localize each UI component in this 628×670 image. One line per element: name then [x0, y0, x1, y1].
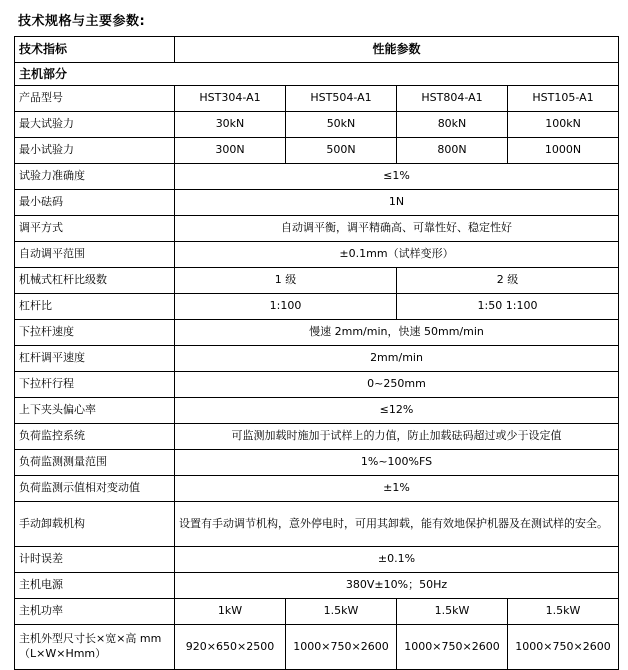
row-value: 1.5kW: [286, 599, 397, 625]
table-row: [15, 547, 619, 573]
table-row: [15, 450, 619, 476]
row-value: 设置有手动调节机构，意外停电时，可用其卸载，能有效地保护机器及在测试样的安全。: [175, 502, 619, 547]
row-value: 50kN: [286, 112, 397, 138]
row-value: ≤1%: [175, 164, 619, 190]
table-row: [15, 372, 619, 398]
row-label: 主机功率: [15, 599, 175, 625]
table-row: [15, 476, 619, 502]
row-value: 100kN: [508, 112, 619, 138]
table-row: [15, 112, 619, 138]
row-value: 80kN: [397, 112, 508, 138]
row-value: ±1%: [175, 476, 619, 502]
table-row: [15, 86, 619, 112]
row-label: 最小试验力: [15, 138, 175, 164]
specification-table: [14, 36, 619, 670]
table-row: [15, 424, 619, 450]
row-value: 1000×750×2600: [397, 625, 508, 670]
table-row: [15, 242, 619, 268]
table-header-row: [15, 37, 619, 63]
row-label: 最大试验力: [15, 112, 175, 138]
row-value: 2mm/min: [175, 346, 619, 372]
row-label: 杠杆比: [15, 294, 175, 320]
row-value: 1%~100%FS: [175, 450, 619, 476]
row-value: 1:100: [175, 294, 397, 320]
table-row: [15, 294, 619, 320]
row-value: 1.5kW: [508, 599, 619, 625]
header-cell-indicator: 技术指标: [15, 37, 175, 63]
page-title: 技术规格与主要参数:: [18, 14, 146, 29]
table-row: [15, 320, 619, 346]
table-row: [15, 599, 619, 625]
row-value: HST504-A1: [286, 86, 397, 112]
row-value: 380V±10%；50Hz: [175, 573, 619, 599]
row-label: 负荷监测测量范围: [15, 450, 175, 476]
table-row: [15, 502, 619, 547]
row-value: 1000N: [508, 138, 619, 164]
table-row: [15, 268, 619, 294]
row-label: 计时误差: [15, 547, 175, 573]
row-value: 1N: [175, 190, 619, 216]
row-value: 1kW: [175, 599, 286, 625]
row-value: 2 级: [397, 268, 619, 294]
row-value: 800N: [397, 138, 508, 164]
row-label: 上下夹头偏心率: [15, 398, 175, 424]
row-value: HST804-A1: [397, 86, 508, 112]
row-value: 可监测加载时施加于试样上的力值，防止加载砝码超过或少于设定值: [175, 424, 619, 450]
row-label: 负荷监控系统: [15, 424, 175, 450]
row-label: 主机外型尺寸长×宽×高 mm（L×W×Hmm）: [15, 625, 175, 670]
table-section-row: [15, 63, 619, 86]
row-value: ≤12%: [175, 398, 619, 424]
row-value: 1 级: [175, 268, 397, 294]
row-label: 试验力准确度: [15, 164, 175, 190]
row-value: 30kN: [175, 112, 286, 138]
row-value: 1:50 1:100: [397, 294, 619, 320]
row-value: HST105-A1: [508, 86, 619, 112]
row-value: 自动调平衡，调平精确高、可靠性好、稳定性好: [175, 216, 619, 242]
header-cell-performance: 性能参数: [175, 37, 619, 63]
table-row: [15, 573, 619, 599]
table-row: [15, 216, 619, 242]
row-value: 1.5kW: [397, 599, 508, 625]
table-row: [15, 346, 619, 372]
table-row: [15, 398, 619, 424]
row-value: ±0.1mm（试样变形）: [175, 242, 619, 268]
row-value: HST304-A1: [175, 86, 286, 112]
row-label: 调平方式: [15, 216, 175, 242]
row-label: 产品型号: [15, 86, 175, 112]
table-row: [15, 138, 619, 164]
row-label: 自动调平范围: [15, 242, 175, 268]
row-value: 慢速 2mm/min，快速 50mm/min: [175, 320, 619, 346]
row-label: 手动卸载机构: [15, 502, 175, 547]
row-value: 300N: [175, 138, 286, 164]
row-label: 主机电源: [15, 573, 175, 599]
row-value: 0~250mm: [175, 372, 619, 398]
row-label: 杠杆调平速度: [15, 346, 175, 372]
row-value: 500N: [286, 138, 397, 164]
table-row: [15, 625, 619, 670]
row-label: 下拉杆速度: [15, 320, 175, 346]
row-label: 负荷监测示值相对变动值: [15, 476, 175, 502]
row-label: 机械式杠杆比级数: [15, 268, 175, 294]
section-label-main-unit: 主机部分: [15, 63, 619, 86]
row-value: ±0.1%: [175, 547, 619, 573]
table-row: [15, 190, 619, 216]
row-label: 下拉杆行程: [15, 372, 175, 398]
table-row: [15, 164, 619, 190]
row-value: 920×650×2500: [175, 625, 286, 670]
row-value: 1000×750×2600: [286, 625, 397, 670]
row-value: 1000×750×2600: [508, 625, 619, 670]
row-label: 最小砝码: [15, 190, 175, 216]
